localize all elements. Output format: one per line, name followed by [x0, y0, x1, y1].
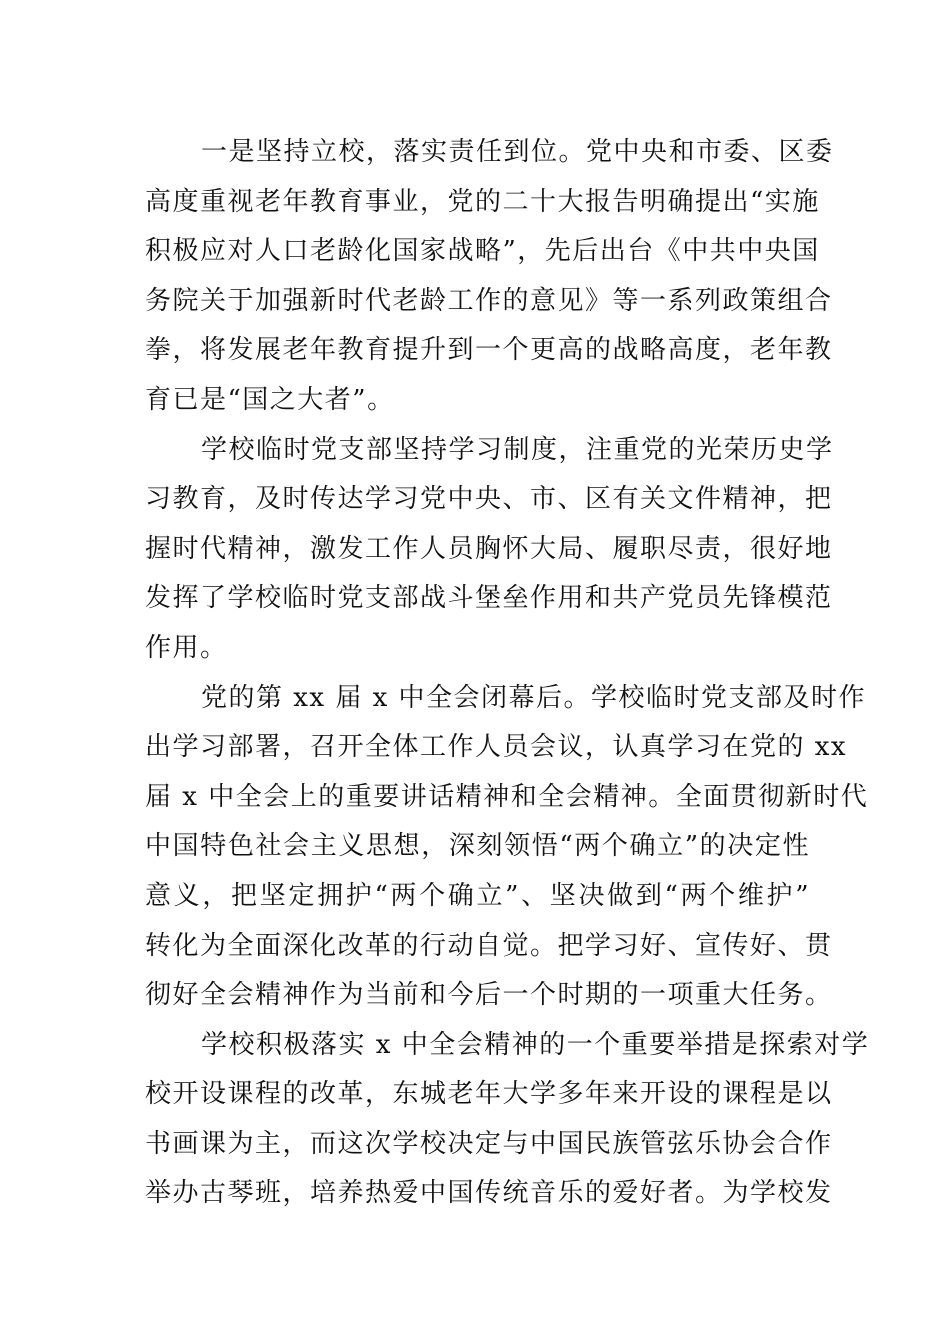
paragraph-line: 一是坚持立校，落实责任到位。党中央和市委、区委	[201, 137, 834, 167]
paragraph-1	[145, 128, 834, 426]
paragraph-line: 中国特色社会主义思想，深刻领悟“两个确立”的决定性	[145, 831, 810, 862]
document-body	[145, 128, 870, 1219]
paragraph-2	[145, 426, 834, 674]
paragraph-line: 积极应对人口老龄化国家战略”，先后出台《中共中央国	[145, 236, 820, 267]
paragraph-line: 届 x 中全会上的重要讲话精神和全会精神。全面贯彻新时代	[145, 781, 869, 812]
paragraph-3	[145, 674, 869, 1021]
paragraph-line: 习教育，及时传达学习党中央、市、区有关文件精神，把	[145, 484, 833, 515]
paragraph-line: 意义，把坚定拥护“两个确立”、坚决做到“两个维护”	[145, 880, 810, 911]
paragraph-line: 育已是“国之大者”。	[145, 384, 395, 415]
paragraph-line: 党的第 xx 届 x 中全会闭幕后。学校临时党支部及时作	[201, 682, 867, 713]
paragraph-line: 握时代精神，激发工作人员胸怀大局、履职尽责，很好地	[145, 533, 833, 564]
paragraph-line: 彻好全会精神作为当前和今后一个时期的一项重大任务。	[145, 980, 833, 1011]
paragraph-line: 发挥了学校临时党支部战斗堡垒作用和共产党员先锋模范	[145, 583, 833, 614]
paragraph-line: 举办古琴班，培养热爱中国传统音乐的爱好者。为学校发	[145, 1178, 833, 1209]
paragraph-line: 作用。	[145, 632, 228, 663]
paragraph-line: 务院关于加强新时代老龄工作的意见》等一系列政策组合	[145, 285, 833, 316]
paragraph-line: 出学习部署，召开全体工作人员会议，认真学习在党的 xx	[145, 732, 848, 763]
paragraph-line: 转化为全面深化改革的行动自觉。把学习好、宣传好、贯	[145, 930, 833, 961]
paragraph-line: 学校积极落实 x 中全会精神的一个重要举措是探索对学	[201, 1029, 870, 1060]
paragraph-4	[145, 1021, 870, 1219]
paragraph-line: 拳，将发展老年教育提升到一个更高的战略高度，老年教	[145, 335, 833, 366]
paragraph-line: 高度重视老年教育事业，党的二十大报告明确提出“实施	[145, 186, 820, 217]
paragraph-line: 学校临时党支部坚持学习制度，注重党的光荣历史学	[201, 434, 834, 465]
paragraph-line: 校开设课程的改革，东城老年大学多年来开设的课程是以	[145, 1079, 833, 1110]
paragraph-line: 书画课为主，而这次学校决定与中国民族管弦乐协会合作	[145, 1128, 833, 1159]
